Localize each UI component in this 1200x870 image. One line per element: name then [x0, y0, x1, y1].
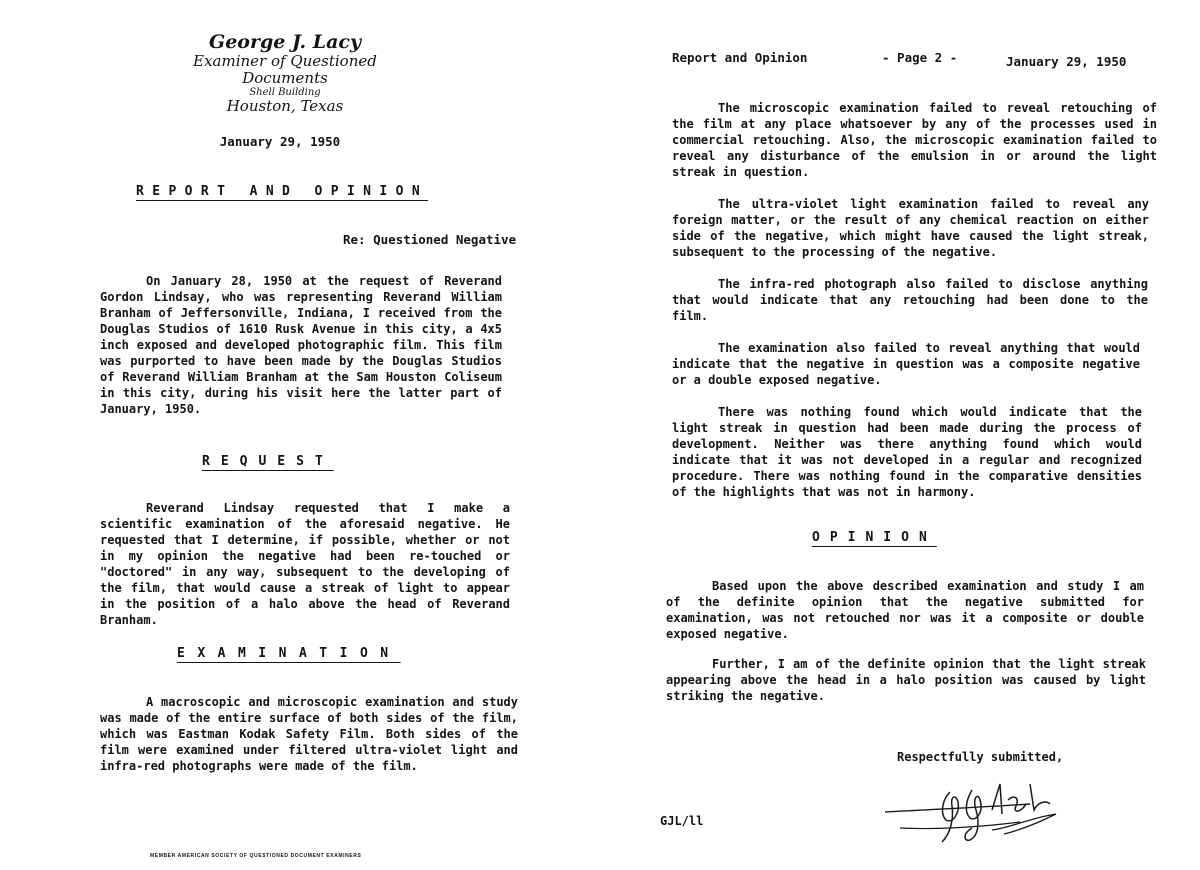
page2-paragraph-composite: The examination also failed to reveal anything that would indicate that the negative in question was a composite negative or a double exposed negative.	[672, 341, 1140, 387]
signature-image	[880, 770, 1080, 850]
page2-paragraph-ultraviolet: The ultra-violet light examination failed to reveal any foreign matter, or the result of any chemical reaction on either side of the negative, which might have caused the light streak, subsequent to the processing of the negative.	[672, 197, 1149, 259]
opinion-paragraph-1: Based upon the above described examination and study I am of the definite opinion that the negative submitted for examination, was not retouched nor was it a composite or double exposed negative.	[666, 579, 1144, 641]
letterhead-name: George J. Lacy	[208, 31, 361, 53]
page2-header-page-number: - Page 2 -	[882, 50, 958, 65]
request-paragraph: Reverand Lindsay requested that I make a scientific examination of the aforesaid negative. He requested that I determine, if possible, whether or not in my opinion the negative had been re-touched or "doctored" in any way, subsequent to the developing of the film, that would cause a streak of light to appear in the position of a halo above the head of Reverand Branham.	[100, 501, 510, 627]
heading-examination: EXAMINATION	[177, 646, 401, 661]
closing-line: Respectfully submitted,	[897, 750, 1064, 764]
examination-paragraph: A macroscopic and microscopic examination and study was made of the entire surface of both sides of the film, which was Eastman Kodak Safety Film. Both sides of the film were examined under filtered ultra-violet light and infra-red photographs were made of the film.	[100, 695, 518, 773]
letterhead	[150, 32, 420, 115]
letterhead-building: Shell Building	[249, 86, 321, 98]
page2-paragraph-microscopic: The microscopic examination failed to reveal retouching of the film at any place whatsoever by any of the processes used in commercial retouching. Also, the microscopic examination failed to reveal any disturbance of the emulsion in or around the light streak in question.	[672, 101, 1157, 179]
page2-header-title: Report and Opinion	[672, 50, 808, 65]
page2-paragraph-infrared: The infra-red photograph also failed to disclose anything that would indicate that any retouching had been done to the film.	[672, 277, 1148, 323]
letterhead-city: Houston, Texas	[226, 97, 344, 116]
heading-report-and-opinion: REPORT AND OPINION	[136, 184, 429, 199]
page2-paragraph-development: There was nothing found which would indicate that the light streak in question had been made during the process of development. Neither was there anything found which would indicate that it was not developed in a regular and recognized procedure. There was nothing found in the comparative densities of the highlights that was not in harmony.	[672, 405, 1142, 499]
heading-opinion: OPINION	[812, 530, 937, 545]
letterhead-title: Examiner of Questioned Documents	[193, 52, 377, 88]
re-line: Re: Questioned Negative	[343, 232, 517, 247]
page2-header-date: January 29, 1950	[1006, 54, 1127, 69]
typist-initials: GJL/ll	[660, 814, 704, 828]
heading-request: REQUEST	[202, 454, 334, 469]
report-date: January 29, 1950	[219, 134, 341, 149]
page-footer: MEMBER AMERICAN SOCIETY OF QUESTIONED DOCUMENT EXAMINERS	[150, 853, 362, 859]
opinion-paragraph-2: Further, I am of the definite opinion that the light streak appearing above the head in a halo position was caused by light striking the negative.	[666, 657, 1146, 703]
intro-paragraph: On January 28, 1950 at the request of Reverand Gordon Lindsay, who was representing Reverand William Branham of Jeffersonville, Indiana, I received from the Douglas Studios of 1610 Rusk Avenue in this city, a 4x5 inch exposed and developed photographic film. This film was purported to have been made by the Douglas Studios of Reverand William Branham at the Sam Houston Coliseum in this city, during his visit here the latter part of January, 1950.	[100, 274, 502, 416]
